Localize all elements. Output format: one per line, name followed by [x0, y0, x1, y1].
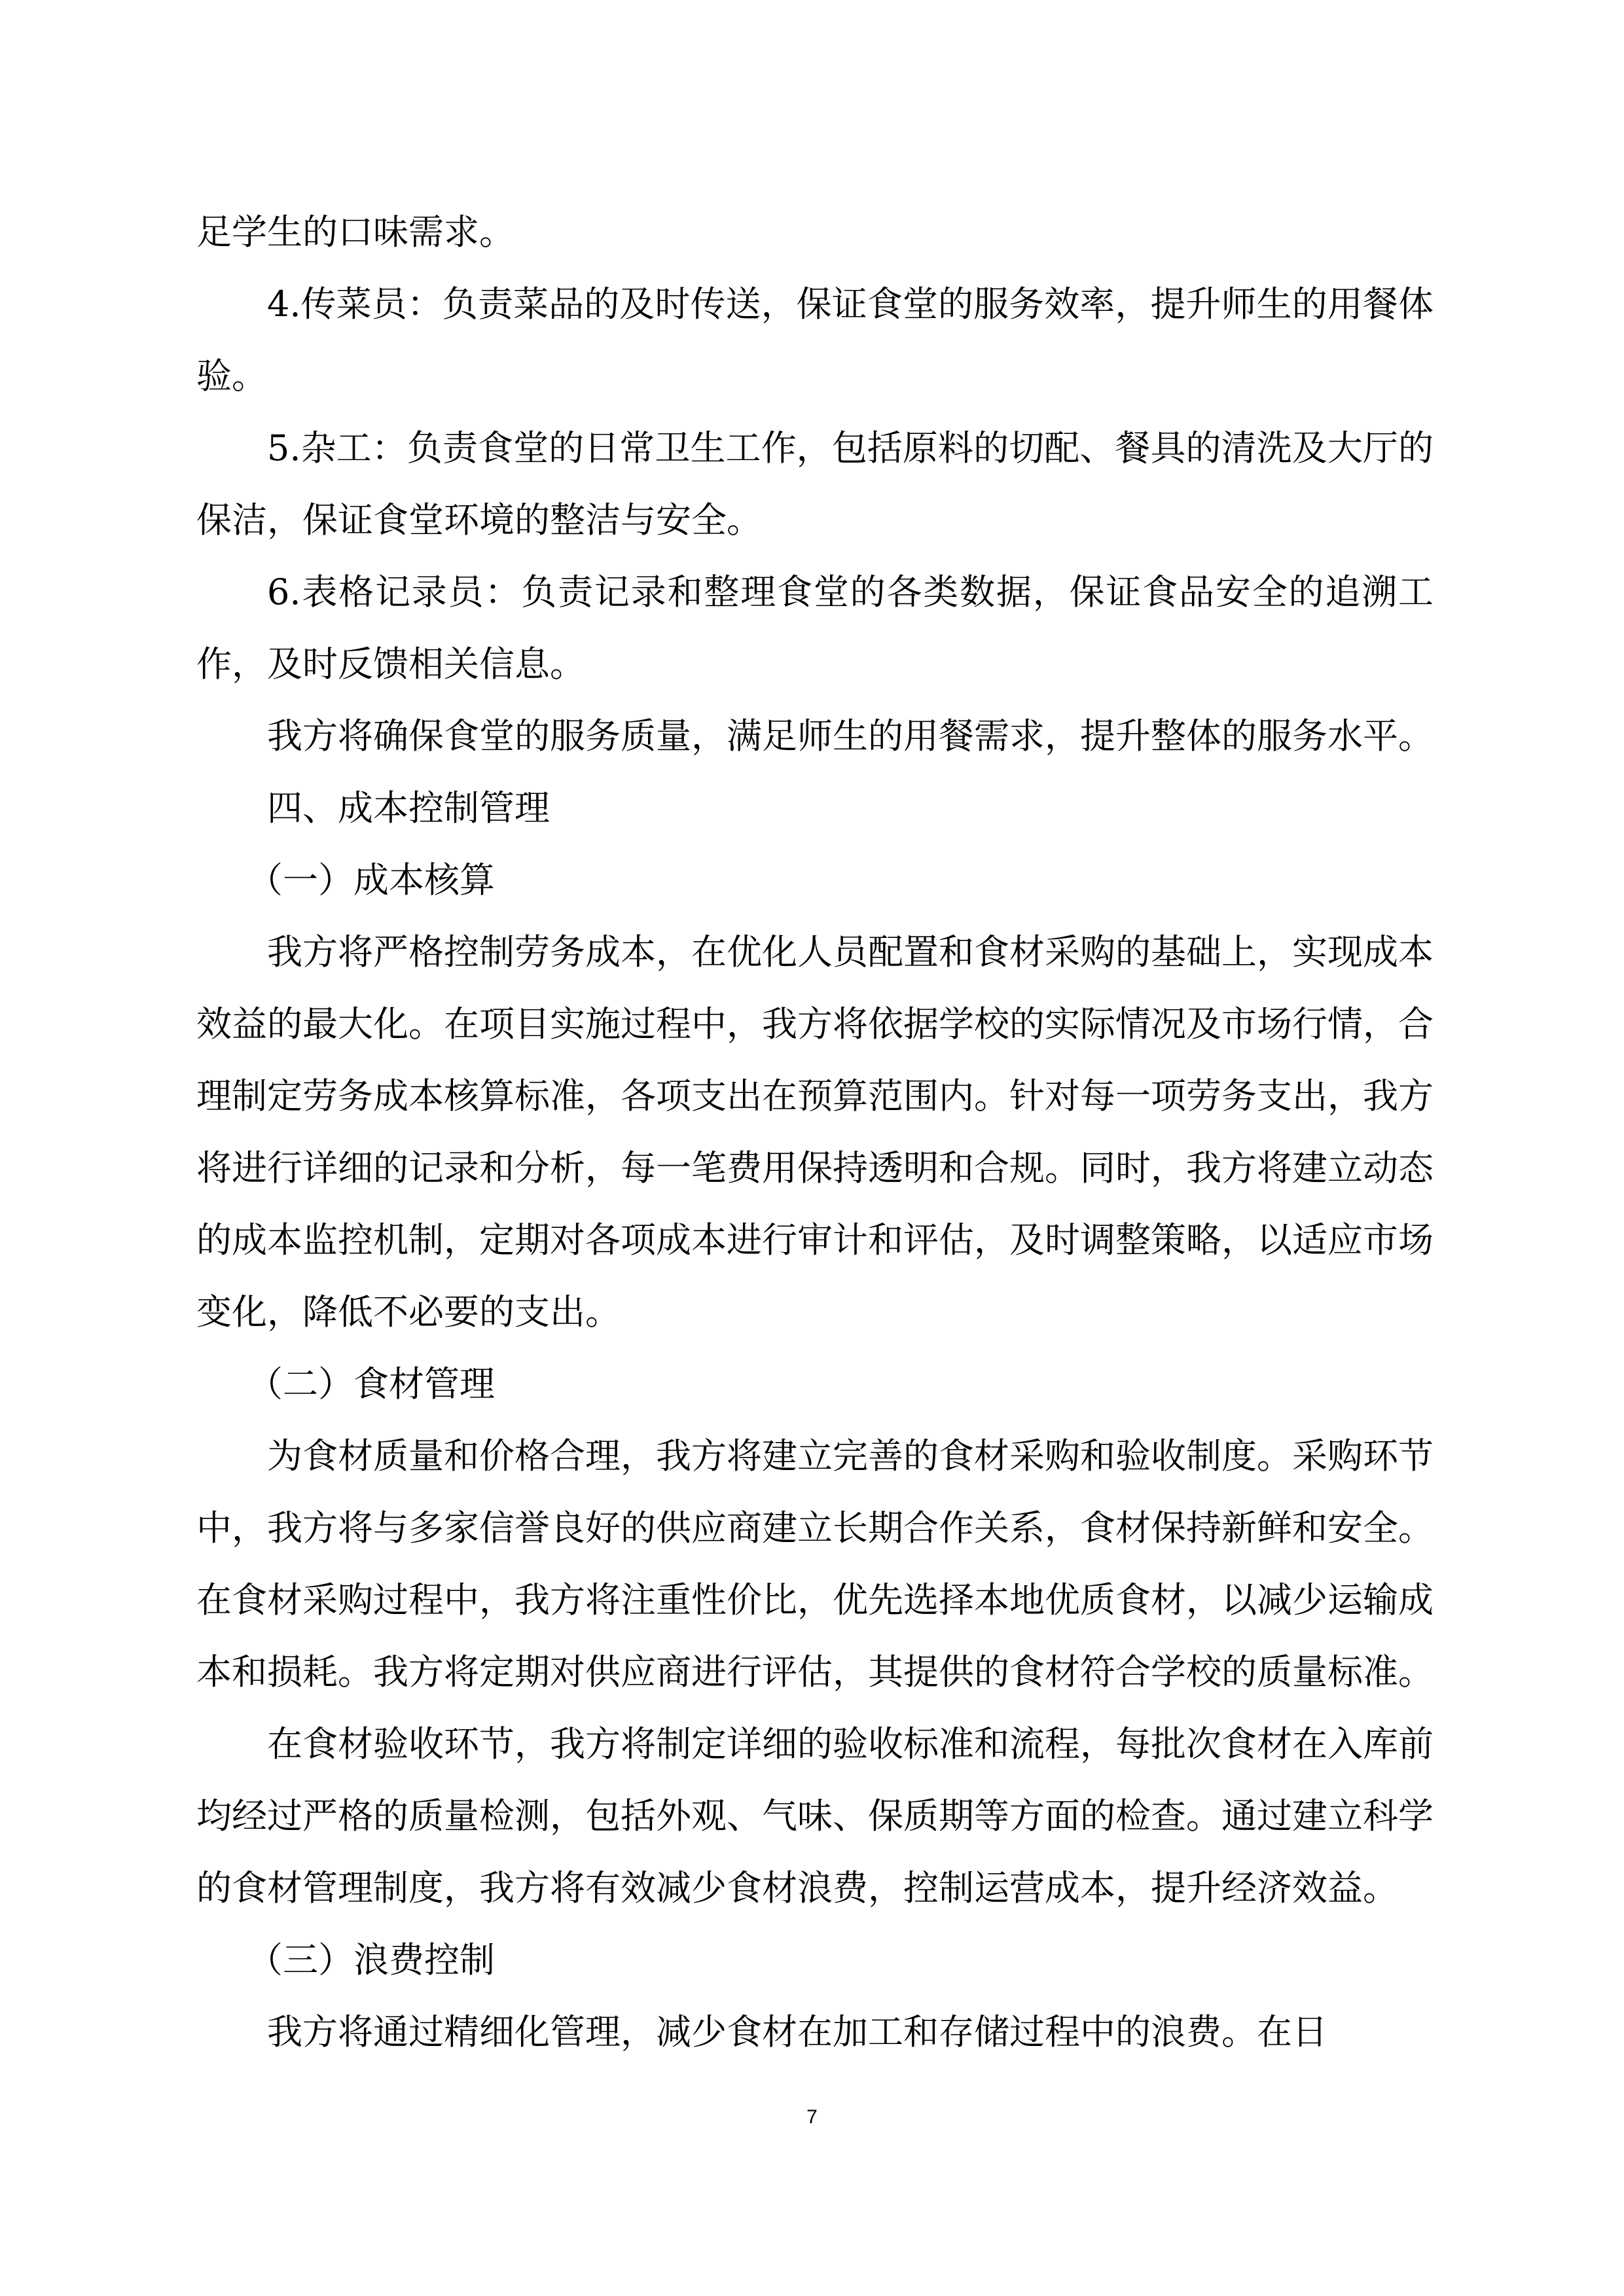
paragraph-ingredient-procurement: 为食材质量和价格合理，我方将建立完善的食材采购和验收制度。采购环节中，我方将与多家信誉良好的供应商建立长期合作关系，食材保持新鲜和安全。在食材采购过程中，我方将注重性价比，优先选择本地优质食材，以减少运输成本和损耗。我方将定期对供应商进行评估，其提供的食材符合学校的质量标准。 — [196, 1435, 1434, 1693]
section-heading-cost-control: 四、成本控制管理 — [267, 787, 550, 829]
paragraph-item-4-server: 4.传菜员：负责菜品的及时传送，保证食堂的服务效率，提升师生的用餐体验。 — [196, 283, 1434, 397]
paragraph-waste-control: 我方将通过精细化管理，减少食材在加工和存储过程中的浪费。在日 — [267, 2011, 1327, 2053]
paragraph-ingredient-inspection: 在食材验收环节，我方将制定详细的验收标准和流程，每批次食材在入库前均经过严格的质量检测，包括外观、气味、保质期等方面的检查。通过建立科学的食材管理制度，我方将有效减少食材浪费，控制运营成本，提升经济效益。 — [196, 1723, 1434, 1909]
subsection-heading-cost-accounting: （一）成本核算 — [247, 859, 495, 901]
paragraph-service-summary: 我方将确保食堂的服务质量，满足师生的用餐需求，提升整体的服务水平。 — [267, 715, 1434, 757]
paragraph-cost-accounting: 我方将严格控制劳务成本，在优化人员配置和食材采购的基础上，实现成本效益的最大化。在项目实施过程中，我方将依据学校的实际情况及市场行情，合理制定劳务成本核算标准，各项支出在预算范围内。针对每一项劳务支出，我方将进行详细的记录和分析，每一笔费用保持透明和合规。同时，我方将建立动态的成本监控机制，定期对各项成本进行审计和评估，及时调整策略，以适应市场变化，降低不必要的支出。 — [196, 931, 1434, 1333]
document-body — [196, 196, 1434, 2068]
subsection-heading-ingredient-management: （二）食材管理 — [247, 1363, 495, 1405]
paragraph-continuation: 足学生的口味需求。 — [196, 211, 514, 253]
subsection-heading-waste-control: （三）浪费控制 — [247, 1939, 495, 1981]
paragraph-item-5-handyman: 5.杂工：负责食堂的日常卫生工作，包括原料的切配、餐具的清洗及大厅的保洁，保证食堂环境的整洁与安全。 — [196, 427, 1434, 541]
paragraph-item-6-recorder: 6.表格记录员：负责记录和整理食堂的各类数据，保证食品安全的追溯工作，及时反馈相关信息。 — [196, 571, 1434, 685]
page-number: 7 — [806, 2106, 818, 2128]
